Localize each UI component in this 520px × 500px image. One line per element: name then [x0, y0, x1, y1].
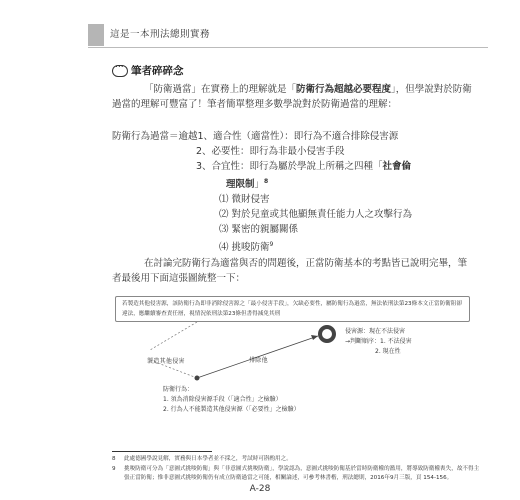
footnote-rule	[112, 451, 212, 452]
dashed-line-top	[150, 322, 197, 350]
footnote-9-text: 挑唆防衛可分為「意圖式挑唆防衛」與「非意圖式挑唆防衛」，學說認為，意圖式挑唆防衛基於當時防衛權的濫用，將導致防衛權喪失，故不得主張正當防衛；惟非意圖式挑唆防衛仍有成立防衛過當之可能，相關論述，可參考林書楷，刑法總則，2016年9月三版，頁 154-156。	[124, 466, 480, 481]
defense-act-label	[163, 385, 300, 415]
equation-item-3-end: 」	[254, 179, 265, 191]
footnote-ref-9: 9	[269, 241, 274, 248]
actor-dot	[195, 376, 200, 381]
defense-act-line-1: 1. 須為消除侵害源手段（「適合性」之檢驗）	[163, 396, 282, 403]
equation-item-2: 2、必要性：即行為非最小侵害手段	[196, 146, 345, 157]
equation-item-3-bold: 社會倫	[382, 161, 412, 172]
paragraph-1-bold: 防衛行為超越必要程度	[296, 84, 392, 95]
section-title: 筆者碎碎念	[131, 65, 184, 77]
paragraph-1-before: 「防衛過當」在實務上的理解就是「	[144, 84, 297, 95]
footnote-ref-8: 8	[264, 178, 269, 185]
equation-lhs: 防衛行為過當＝逾越	[112, 131, 198, 142]
sub-item-4-text: ⑷ 挑唆防衛	[219, 242, 270, 254]
defense-act-line-2: 2. 行為人不能製造其他侵害源（「必要性」之檢驗）	[163, 406, 300, 413]
diagram-top-box: 若製造其他侵害源，該防衛行為即非消除侵害源之「最小侵害手段」，欠缺必要性，屬防衛行為過當，無法依刑法第23條本文正當防衛阻卻違法，應繼續審查責任層，視情況依刑法第23條但書得減免其刑	[115, 296, 470, 322]
page-number: A-28	[249, 484, 271, 494]
footnote-8	[112, 455, 482, 464]
defense-act-title: 防衛行為：	[163, 386, 194, 393]
harm-source-circle	[318, 325, 336, 343]
running-header-title: 這是一本刑法總則實務	[110, 29, 211, 40]
equation-item-3-text: 3、合宜性：即行為屬於學說上所稱之四種「	[196, 161, 383, 172]
exclude-label: 排除他	[249, 357, 268, 364]
judgment-order-2: 2. 現在性	[375, 348, 401, 355]
footnote-9-number: 9	[112, 466, 116, 472]
paragraph-1-after: 」，但學說對於防衛過當的理解可豐富了！筆者簡單整理多數學說對於防衛過當的理解：	[112, 84, 472, 110]
equation-item-3-bold-b: 理限制	[226, 179, 255, 191]
harm-source-title: 侵害源：現在不法侵害	[345, 328, 406, 335]
sub-item-3: ⑶ 緊密的親屬關係	[219, 224, 299, 235]
sub-item-1: ⑴ 微財侵害	[219, 194, 270, 205]
create-other-harm-label: 製造其他侵害	[147, 358, 185, 365]
footnote-9	[112, 465, 482, 483]
arrowhead	[311, 335, 318, 340]
sub-item-2: ⑵ 對於兒童或其他顯無責任能力人之攻擊行為	[219, 209, 413, 220]
footnote-8-text: 此處德國學說見解，實務與日本學者並不採之，考試時可斟酌用之。	[124, 456, 292, 462]
harm-source-label	[345, 327, 412, 357]
judgment-order: →判斷順序：1. 不法侵害	[345, 338, 412, 345]
equation-item-1: 1、適合性（適當性）：即行為不適合排除侵害源	[197, 131, 399, 142]
paragraph-2: 在討論完防衛行為適當與否的問題後，正當防衛基本的考點皆已說明完畢，筆者最後用下面這張圖統整一下：	[112, 258, 468, 284]
footnote-8-number: 8	[112, 456, 116, 462]
